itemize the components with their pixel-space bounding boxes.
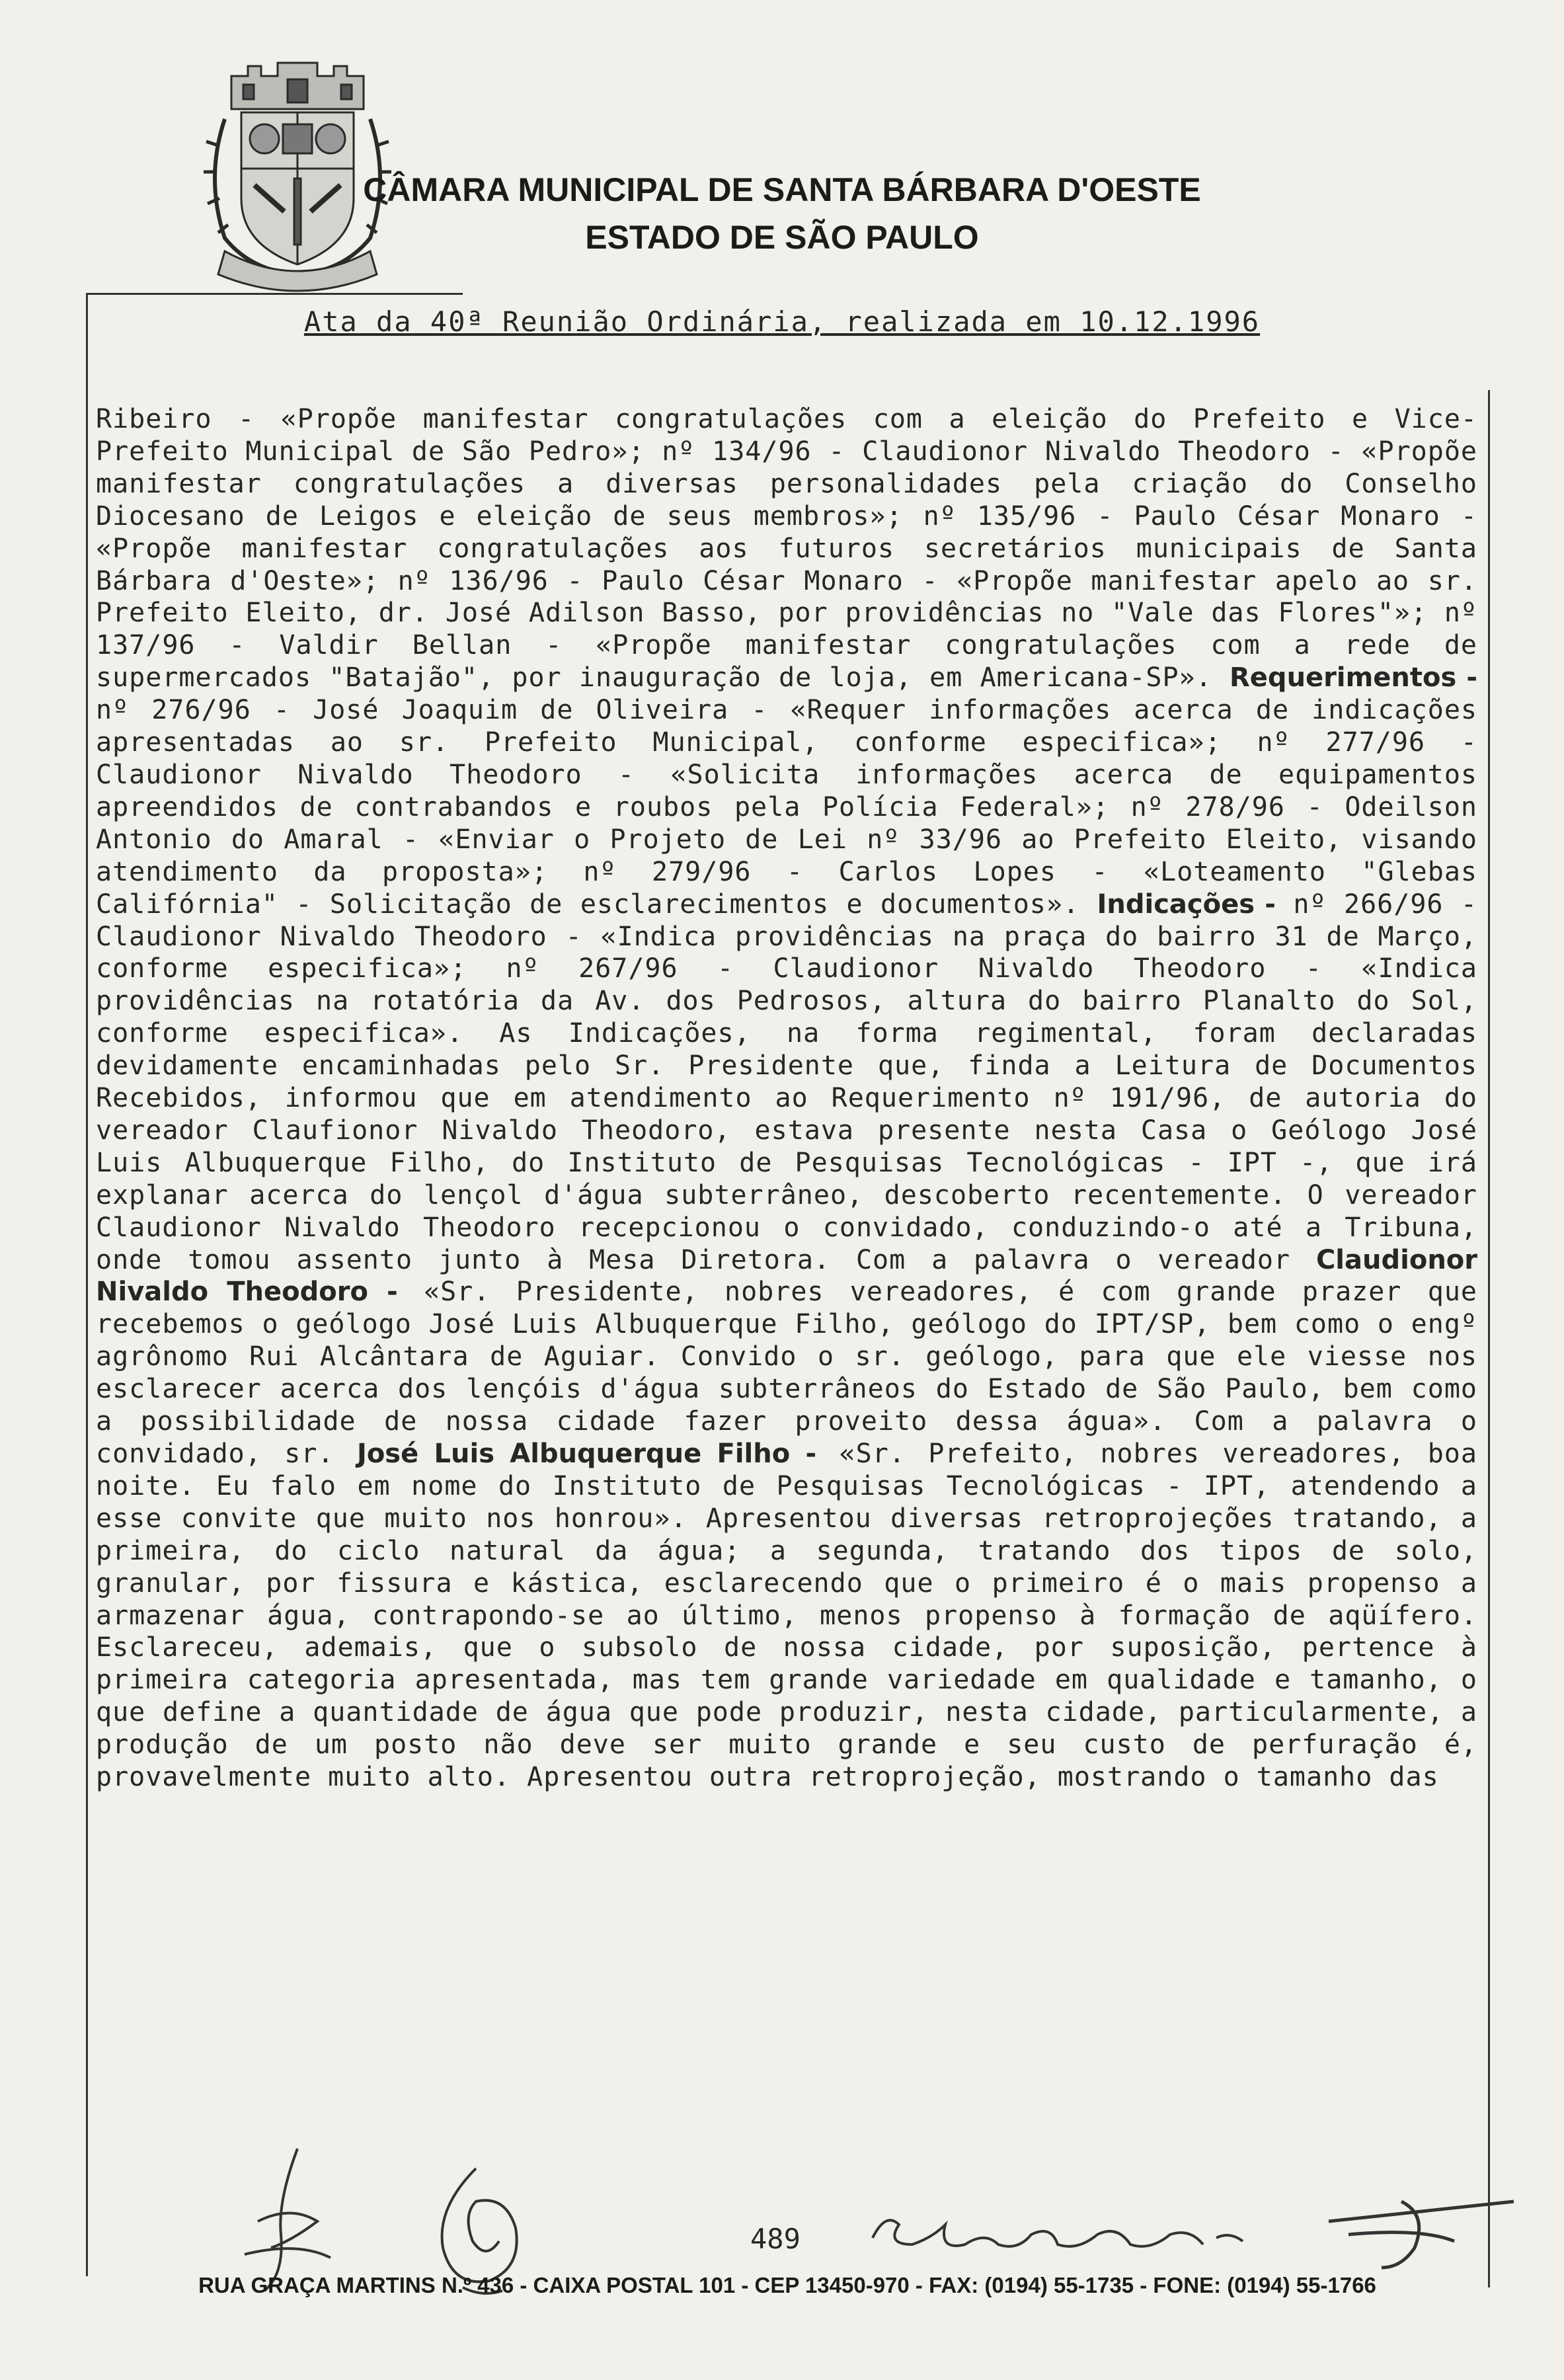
indicacoes-heading: Indicações - xyxy=(1097,889,1276,920)
state-name: ESTADO DE SÃO PAULO xyxy=(585,219,979,256)
speaker-name: José Luis Albuquerque Filho - xyxy=(356,1439,817,1469)
minutes-body xyxy=(96,403,1477,1794)
body-text-segment: «Sr. Prefeito, nobres vereadores, boa noite. Eu falo em nome do Instituto de Pesquisas Tecnológicas - IPT, atendendo a esse convite que muito nos honrou». Apresentou diversas retroprojeções tratando, a primeira, do ciclo natural da água; a segunda, tratando dos tipos de solo, granular, por fissura e kástica, esclarecendo que o primeiro é o mais propenso a armazenar água, contrapondo-se ao último, menos propenso à formação de aqüífero. Esclareceu, ademais, que o subsolo de nossa cidade, por suposição, pertence à primeira categoria apresentada, mas tem grande variedade em qualidade e tamanho, o que define a quantidade de água que pode produzir, nesta cidade, particularmente, a produção de um posto não deve ser muito grande e seu custo de perfuração é, provavelmente muito alto. Apresentou outra retroprojeção, mostrando o tamanho das xyxy=(96,1439,1477,1793)
speaker-name: Claudionor Nivaldo Theodoro - xyxy=(96,1244,1477,1308)
body-text-segment: «Sr. Presidente, nobres vereadores, é com grande prazer que recebemos o geólogo José Luis Albuquerque Filho, geólogo do IPT/SP, bem como o engº agrônomo Rui Alcântara de Aguiar. Convido o sr. geólogo, para que ele viesse nos esclarecer acerca dos lençóis d'água subterrâneos do Estado de São Paulo, bem como a possibilidade de nossa cidade fazer proveito dessa água». Com a palavra o convidado, sr. xyxy=(96,1277,1477,1469)
left-margin-rule xyxy=(86,293,88,2276)
requerimentos-heading: Requerimentos - xyxy=(1230,662,1478,694)
signature-4 xyxy=(1322,2175,1520,2274)
signature-1 xyxy=(218,2142,350,2294)
body-text-segment: Ribeiro - «Propõe manifestar congratulações com a eleição do Prefeito e Vice-Prefeito Municipal de São Pedro»; nº 134/96 - Claudionor Nivaldo Theodoro - «Propõe manifestar congratulações a diversas personalidades pela criação do Conselho Diocesano de Leigos e eleição de seus membros»; nº 135/96 - Paulo César Monaro - «Propõe manifestar congratulações aos futuros secretários municipais de Santa Bárbara d'Oeste»; nº 136/96 - Paulo César Monaro - «Propõe manifestar apelo ao sr. Prefeito Eleito, dr. José Adilson Basso, por providências no "Vale das Flores"»; nº 137/96 - Valdir Bellan - «Propõe manifestar congratulações com a rede de supermercados "Batajão", por inauguração de loja, em Americana-SP». xyxy=(96,404,1477,694)
chamber-name: CÂMARA MUNICIPAL DE SANTA BÁRBARA D'OESTE xyxy=(363,171,1201,208)
right-margin-rule xyxy=(1488,390,1490,2287)
body-text-segment: nº 266/96 - Claudionor Nivaldo Theodoro - «Indica providências na praça do bairro 31 de Março, conforme especifica»; nº 267/96 - Claudionor Nivaldo Theodoro - «Indica providências na rotatória da Av. dos Pedrosos, altura do bairro Planalto do Sol, conforme especifica». As Indicações, na forma regimental, foram declaradas devidamente encaminhadas pelo Sr. Presidente que, finda a Leitura de Documentos Recebidos, informou que em atendimento ao Requerimento nº 191/96, de autoria do vereador Claufionor Nivaldo Theodoro, estava presente nesta Casa o Geólogo José Luis Albuquerque Filho, do Instituto de Pesquisas Tecnológicas - IPT -, que irá explanar acerca do lençol d'água subterrâneo, descoberto recentemente. O vereador Claudionor Nivaldo Theodoro recepcionou o convidado, conduzindo-o até a Tribuna, onde tomou assento junto à Mesa Diretora. Com a palavra o vereador xyxy=(96,889,1478,1275)
signature-3 xyxy=(859,2198,1322,2271)
page-number: 489 xyxy=(750,2223,801,2255)
footer-address: RUA GRAÇA MARTINS N.º 436 - CAIXA POSTAL 101 - CEP 13450-970 - FAX: (0194) 55-1735 - FONE: (0194) 55-1766 xyxy=(198,2273,1376,2297)
minutes-title: Ata da 40ª Reunião Ordinária, realizada em 10.12.1996 xyxy=(303,305,1261,338)
body-paragraph xyxy=(96,403,1477,1794)
header-rule xyxy=(86,293,463,295)
body-text-segment: nº 276/96 - José Joaquim de Oliveira - «Requer informações acerca de indicações apresentadas ao sr. Prefeito Municipal, conforme especifica»; nº 277/96 - Claudionor Nivaldo Theodoro - «Solicita informações acerca de equipamentos apreendidos de contrabandos e roubos pela Polícia Federal»; nº 278/96 - Odeilson Antonio do Amaral - «Enviar o Projeto de Lei nº 33/96 ao Prefeito Eleito, visando atendimento da proposta»; nº 279/96 - Carlos Lopes - «Loteamento "Glebas Califórnia" - Solicitação de esclarecimentos e documentos». xyxy=(96,695,1477,920)
